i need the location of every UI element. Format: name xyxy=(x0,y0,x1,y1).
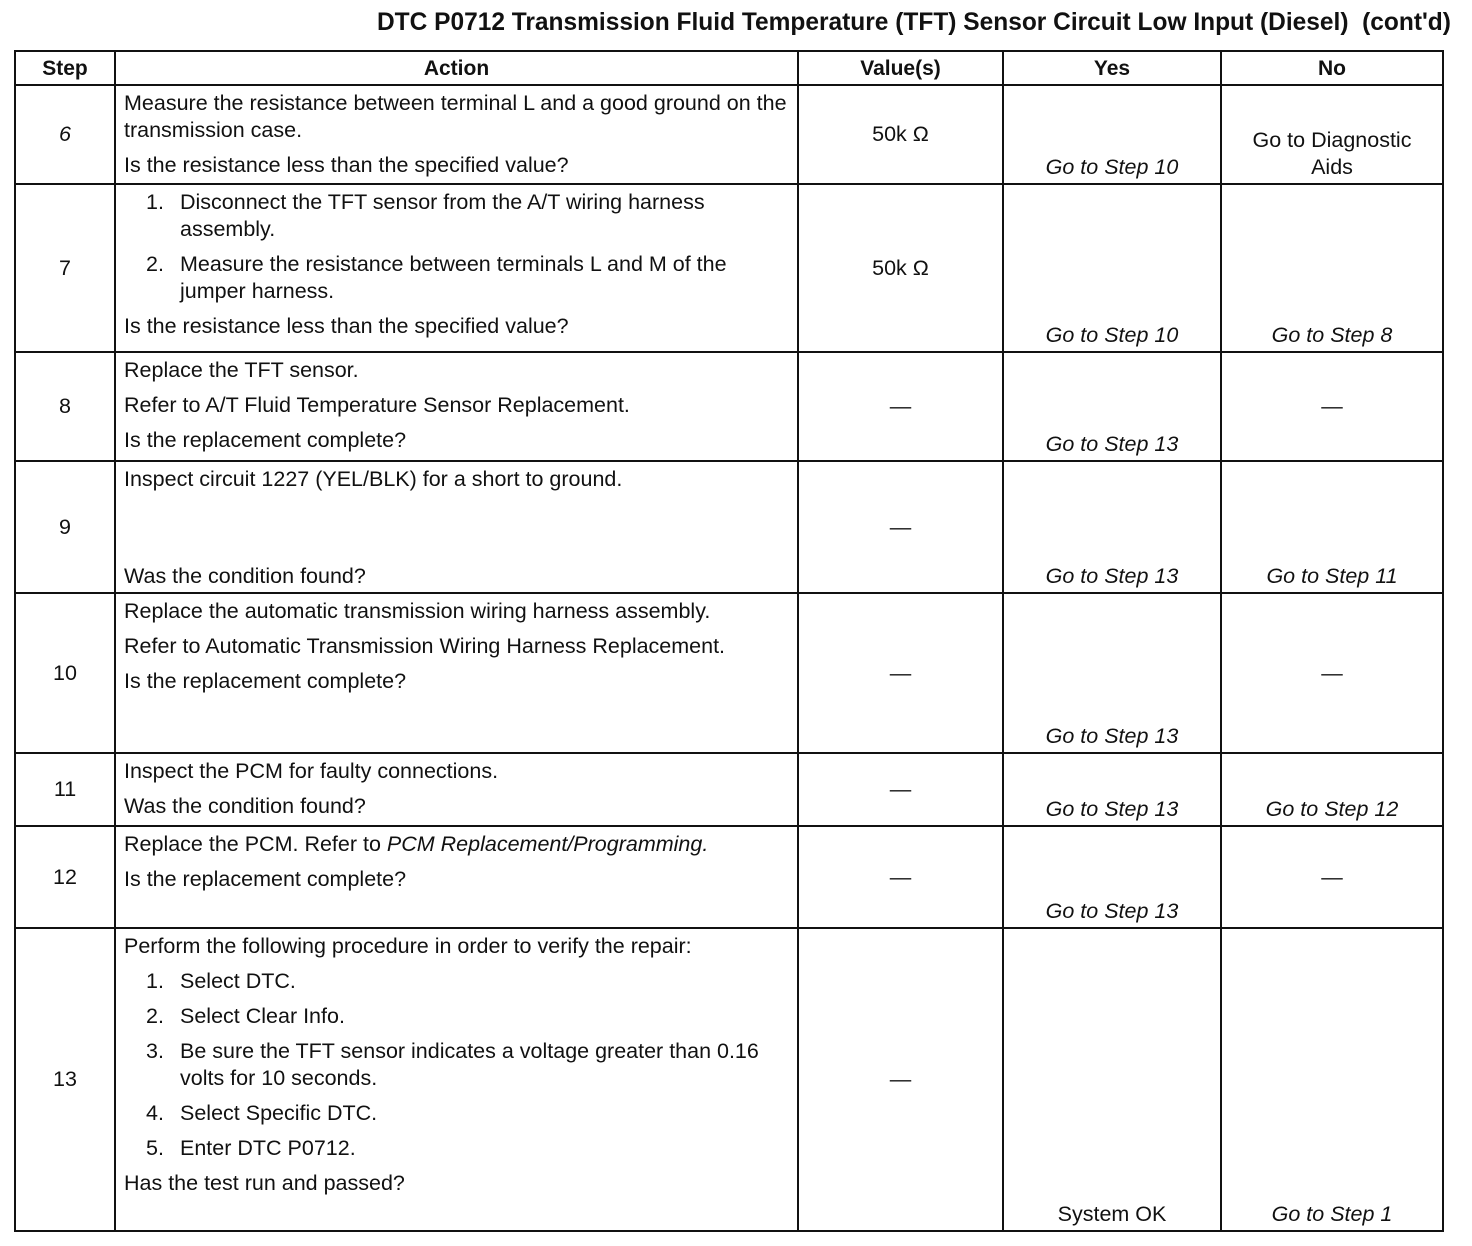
header-action: Action xyxy=(115,51,798,85)
action-cell xyxy=(115,593,798,753)
diagnostic-table xyxy=(14,50,1444,1232)
item-text xyxy=(180,1038,789,1092)
item-text xyxy=(180,1100,377,1127)
step-number: 10 xyxy=(15,593,115,753)
text-segment: Inspect the PCM for faulty connections. xyxy=(124,759,499,783)
table-header-row xyxy=(15,51,1443,85)
table-row xyxy=(15,826,1443,928)
yes-cell: Go to Step 13 xyxy=(1003,461,1221,593)
text-segment: Has the test run and passed? xyxy=(124,1171,405,1195)
value-cell: — xyxy=(798,352,1003,461)
yes-cell: Go to Step 13 xyxy=(1003,753,1221,826)
action-text xyxy=(124,152,789,179)
action-text xyxy=(124,392,789,419)
action-text xyxy=(124,598,789,625)
text-segment: Select DTC. xyxy=(180,969,296,993)
action-text xyxy=(124,831,789,858)
header-step: Step xyxy=(15,51,115,85)
action-step-item xyxy=(146,968,789,995)
yes-cell: System OK xyxy=(1003,928,1221,1231)
header-yes: Yes xyxy=(1003,51,1221,85)
step-number: 13 xyxy=(15,928,115,1231)
action-text xyxy=(124,758,789,785)
action-text xyxy=(124,933,789,960)
no-cell: — xyxy=(1221,826,1443,928)
action-text xyxy=(124,866,789,893)
header-values: Value(s) xyxy=(798,51,1003,85)
action-step-item xyxy=(146,1100,789,1127)
table-body xyxy=(15,85,1443,1231)
text-segment: Is the resistance less than the specified value? xyxy=(124,153,569,177)
table-row xyxy=(15,461,1443,593)
no-cell: Go to Step 1 xyxy=(1221,928,1443,1231)
step-number: 8 xyxy=(15,352,115,461)
yes-cell: Go to Step 13 xyxy=(1003,593,1221,753)
action-step-item xyxy=(146,1003,789,1030)
action-cell xyxy=(115,352,798,461)
no-cell: — xyxy=(1221,352,1443,461)
table-row xyxy=(15,184,1443,352)
item-text xyxy=(180,189,789,243)
text-segment: Is the replacement complete? xyxy=(124,428,407,452)
item-number: 1. xyxy=(146,969,164,993)
action-cell xyxy=(115,184,798,352)
yes-cell: Go to Step 13 xyxy=(1003,352,1221,461)
value-cell: 50k Ω xyxy=(798,184,1003,352)
table-row xyxy=(15,85,1443,184)
value-cell: — xyxy=(798,753,1003,826)
text-segment: Was the condition found? xyxy=(124,564,366,588)
step-number: 6 xyxy=(15,85,115,184)
text-segment: Replace the automatic transmission wiring harness assembly. xyxy=(124,599,711,623)
text-segment: Was the condition found? xyxy=(124,794,366,818)
text-segment: Be sure the TFT sensor indicates a voltage greater than 0.16 volts for 10 seconds. xyxy=(180,1039,759,1090)
text-segment: Replace the PCM. Refer to xyxy=(124,832,387,856)
yes-cell: Go to Step 10 xyxy=(1003,184,1221,352)
spacer xyxy=(124,501,789,563)
no-cell: — xyxy=(1221,593,1443,753)
text-segment: Enter DTC P0712. xyxy=(180,1136,356,1160)
no-cell: Go to Diagnostic Aids xyxy=(1221,85,1443,184)
step-number: 7 xyxy=(15,184,115,352)
item-number: 1. xyxy=(146,190,164,214)
yes-cell: Go to Step 13 xyxy=(1003,826,1221,928)
step-number: 9 xyxy=(15,461,115,593)
text-segment: Disconnect the TFT sensor from the A/T wiring harness assembly. xyxy=(180,190,705,241)
action-cell xyxy=(115,826,798,928)
text-segment: Perform the following procedure in order to verify the repair: xyxy=(124,934,692,958)
yes-cell: Go to Step 10 xyxy=(1003,85,1221,184)
action-text xyxy=(124,793,789,820)
action-text xyxy=(124,668,789,695)
header-no: No xyxy=(1221,51,1443,85)
action-text xyxy=(124,313,789,340)
value-cell: — xyxy=(798,928,1003,1231)
item-number: 2. xyxy=(146,252,164,276)
table-row xyxy=(15,928,1443,1231)
item-number: 3. xyxy=(146,1039,164,1063)
text-segment: Is the replacement complete? xyxy=(124,867,407,891)
action-step-item xyxy=(146,1038,789,1092)
step-number: 12 xyxy=(15,826,115,928)
action-step-item xyxy=(146,251,789,305)
text-segment: Select Clear Info. xyxy=(180,1004,345,1028)
table-row xyxy=(15,593,1443,753)
text-segment: Refer to Automatic Transmission Wiring Harness Replacement. xyxy=(124,634,726,658)
item-number: 2. xyxy=(146,1004,164,1028)
item-number: 5. xyxy=(146,1136,164,1160)
page-title: DTC P0712 Transmission Fluid Temperature (TFT) Sensor Circuit Low Input (Diesel) (cont'd) xyxy=(377,8,1452,36)
text-segment: Select Specific DTC. xyxy=(180,1101,378,1125)
action-cell xyxy=(115,85,798,184)
action-cell xyxy=(115,928,798,1231)
action-cell xyxy=(115,461,798,593)
item-text xyxy=(180,968,296,995)
step-number: 11 xyxy=(15,753,115,826)
value-cell: — xyxy=(798,593,1003,753)
action-text xyxy=(124,563,789,590)
action-text xyxy=(124,357,789,384)
reference-link-text: PCM Replacement/Programming. xyxy=(386,832,709,856)
value-cell: 50k Ω xyxy=(798,85,1003,184)
action-text xyxy=(124,90,789,144)
value-cell: — xyxy=(798,461,1003,593)
item-text xyxy=(180,1135,356,1162)
action-text xyxy=(124,1170,789,1197)
text-segment: Refer to A/T Fluid Temperature Sensor Replacement. xyxy=(124,393,630,417)
action-step-item xyxy=(146,1135,789,1162)
no-cell: Go to Step 8 xyxy=(1221,184,1443,352)
action-text xyxy=(124,633,789,660)
text-segment: Replace the TFT sensor. xyxy=(124,358,359,382)
text-segment: Is the resistance less than the specified value? xyxy=(124,314,569,338)
text-segment: Measure the resistance between terminal L and a good ground on the transmission case. xyxy=(124,91,787,142)
text-segment: Measure the resistance between terminals L and M of the jumper harness. xyxy=(180,252,727,303)
text-segment: Is the replacement complete? xyxy=(124,669,407,693)
item-text xyxy=(180,251,789,305)
action-text xyxy=(124,427,789,454)
action-step-item xyxy=(146,189,789,243)
action-text xyxy=(124,466,789,493)
table-row xyxy=(15,352,1443,461)
table-row xyxy=(15,753,1443,826)
no-cell: Go to Step 12 xyxy=(1221,753,1443,826)
action-cell xyxy=(115,753,798,826)
text-segment: Inspect circuit 1227 (YEL/BLK) for a short to ground. xyxy=(124,467,623,491)
item-number: 4. xyxy=(146,1101,164,1125)
item-text xyxy=(180,1003,345,1030)
no-cell: Go to Step 11 xyxy=(1221,461,1443,593)
value-cell: — xyxy=(798,826,1003,928)
